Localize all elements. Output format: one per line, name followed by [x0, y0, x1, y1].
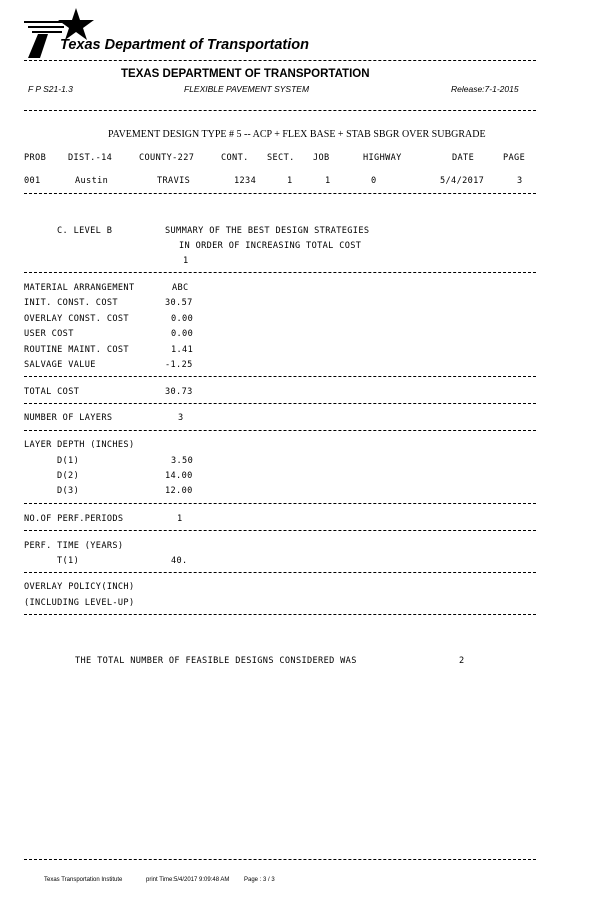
footer-page: Page : 3 / 3	[244, 877, 275, 883]
row-cont: 1234	[234, 176, 257, 186]
row-dist: Austin	[75, 176, 109, 186]
divider	[24, 110, 536, 111]
row-page: 3	[517, 176, 523, 186]
col-date: DATE	[452, 153, 475, 163]
design-type: PAVEMENT DESIGN TYPE # 5 -- ACP + FLEX BASE + STAB SBGR OVER SUBGRADE	[108, 129, 486, 140]
overlay-policy-label: OVERLAY POLICY(INCH)	[24, 582, 135, 592]
cost-value: 0.00	[171, 329, 194, 339]
divider	[24, 859, 536, 860]
feasible-designs-count: 2	[459, 656, 465, 666]
divider	[24, 430, 536, 431]
divider	[24, 193, 536, 194]
cost-label: MATERIAL ARRANGEMENT	[24, 283, 135, 293]
perf-time-item-value: 40.	[171, 556, 188, 566]
cost-value: -1.25	[165, 360, 193, 370]
summary-line-2: IN ORDER OF INCREASING TOTAL COST	[179, 241, 362, 251]
feasible-designs-text: THE TOTAL NUMBER OF FEASIBLE DESIGNS CONSIDERED WAS	[75, 656, 357, 666]
row-prob: 001	[24, 176, 41, 186]
divider	[24, 503, 536, 504]
divider	[24, 60, 536, 61]
total-cost-value: 30.73	[165, 387, 193, 397]
summary-line-1: SUMMARY OF THE BEST DESIGN STRATEGIES	[165, 226, 370, 236]
cost-label: OVERLAY CONST. COST	[24, 314, 129, 324]
depth-value: 12.00	[165, 486, 193, 496]
col-county: COUNTY-227	[139, 153, 195, 163]
col-prob: PROB	[24, 153, 47, 163]
perf-periods-label: NO.OF PERF.PERIODS	[24, 514, 124, 524]
col-sect: SECT.	[267, 153, 295, 163]
release-date: Release:7-1-2015	[451, 84, 519, 94]
logo-text: Texas Department of Transportation	[60, 37, 309, 53]
depth-value: 3.50	[171, 456, 194, 466]
cost-label: SALVAGE VALUE	[24, 360, 96, 370]
cost-label: USER COST	[24, 329, 74, 339]
layer-depth-label: LAYER DEPTH (INCHES)	[24, 440, 135, 450]
system-name: FLEXIBLE PAVEMENT SYSTEM	[184, 84, 310, 94]
footer-org: Texas Transportation Institute	[44, 877, 123, 883]
row-county: TRAVIS	[157, 176, 191, 186]
level-label: C. LEVEL B	[57, 226, 113, 236]
cost-value: ABC	[172, 283, 189, 293]
divider	[24, 376, 536, 377]
layers-label: NUMBER OF LAYERS	[24, 413, 113, 423]
footer-print-time: print Time:5/4/2017 9:09:48 AM	[146, 877, 230, 883]
depth-label: D(2)	[57, 471, 80, 481]
cost-value: 0.00	[171, 314, 194, 324]
divider	[24, 572, 536, 573]
row-job: 1	[325, 176, 331, 186]
col-job: JOB	[313, 153, 330, 163]
row-date: 5/4/2017	[440, 176, 485, 186]
overlay-policy-sublabel: (INCLUDING LEVEL-UP)	[24, 598, 135, 608]
perf-time-item-label: T(1)	[57, 556, 80, 566]
design-rank: 1	[183, 256, 189, 266]
depth-label: D(1)	[57, 456, 80, 466]
row-highway: 0	[371, 176, 377, 186]
divider	[24, 530, 536, 531]
layers-value: 3	[178, 413, 184, 423]
program-version: F P S21-1.3	[28, 84, 73, 94]
depth-label: D(3)	[57, 486, 80, 496]
divider	[24, 403, 536, 404]
depth-value: 14.00	[165, 471, 193, 481]
divider	[24, 614, 536, 615]
cost-label: ROUTINE MAINT. COST	[24, 345, 129, 355]
col-dist: DIST.-14	[68, 153, 113, 163]
col-cont: CONT.	[221, 153, 249, 163]
total-cost-label: TOTAL COST	[24, 387, 80, 397]
divider	[24, 272, 536, 273]
cost-value: 30.57	[165, 298, 193, 308]
row-sect: 1	[287, 176, 293, 186]
cost-label: INIT. CONST. COST	[24, 298, 118, 308]
cost-value: 1.41	[171, 345, 194, 355]
page-title: TEXAS DEPARTMENT OF TRANSPORTATION	[121, 68, 370, 80]
col-highway: HIGHWAY	[363, 153, 402, 163]
perf-time-label: PERF. TIME (YEARS)	[24, 541, 124, 551]
col-page: PAGE	[503, 153, 526, 163]
perf-periods-value: 1	[177, 514, 183, 524]
